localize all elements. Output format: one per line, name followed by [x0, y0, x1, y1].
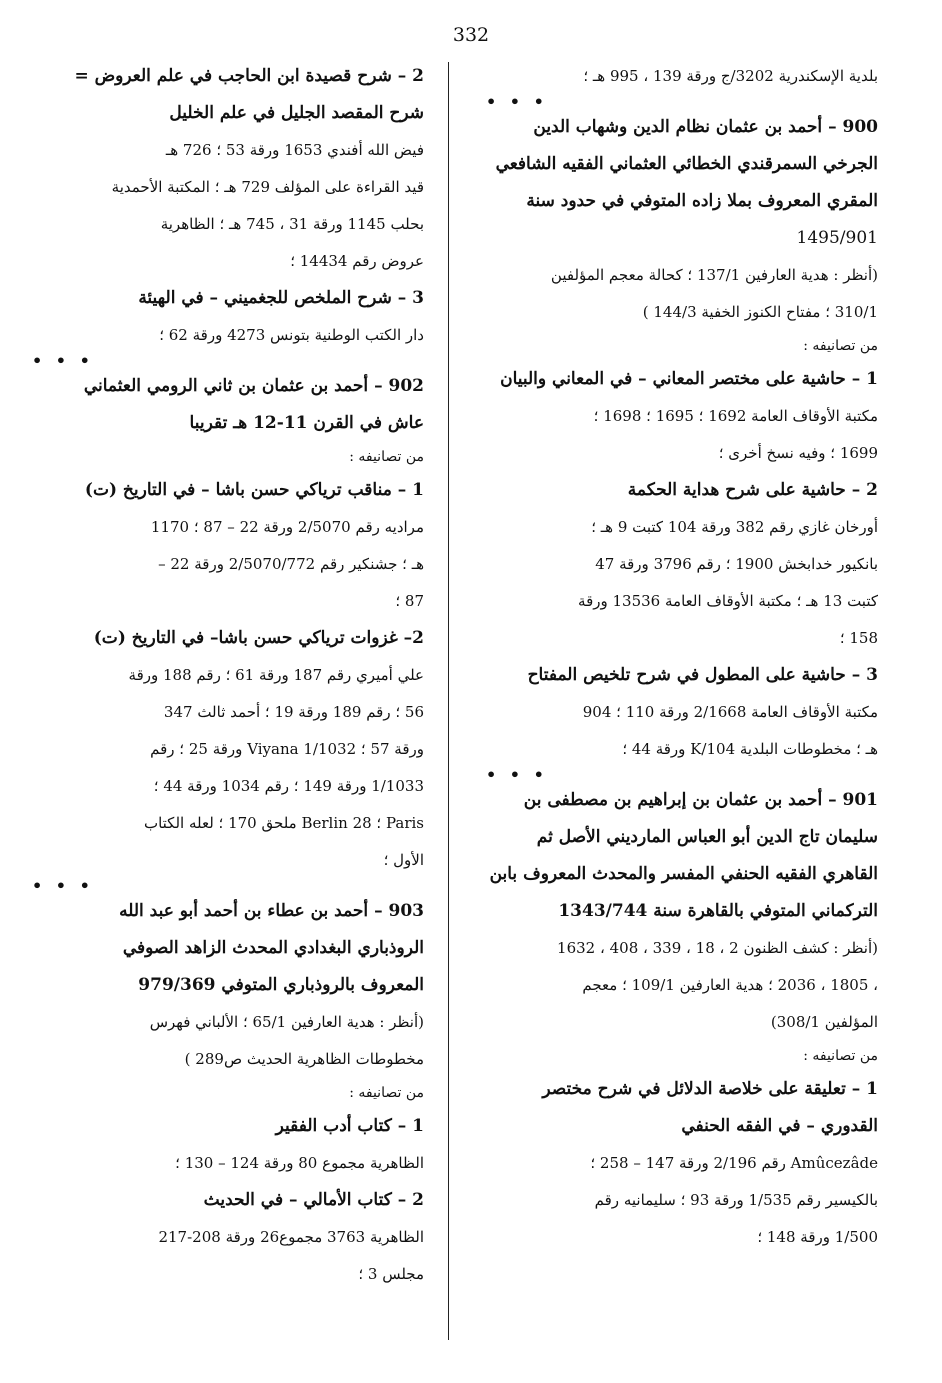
- left-column-text-line: مراديه رقم 2/5070 ورقة 22 – 87 ؛ 1170: [150, 518, 424, 536]
- left-column-heading-line: 3 – شرح الملخص للجغميني – في الهيئة: [138, 288, 424, 308]
- left-column-heading-line: 902 – أحمد بن عثمان بن ثاني الرومي العثماني: [83, 376, 424, 396]
- left-column-text-line: مجلس 3 ؛: [358, 1265, 424, 1283]
- right-column-text-line: بالكيسير رقم 1/535 ورقة 93 ؛ سليمانيه رقم: [594, 1191, 878, 1209]
- page-number: 332: [452, 24, 490, 46]
- left-column-subheading: من تصانيفه :: [349, 449, 424, 465]
- left-column-heading-line: 1 – كتاب أدب الفقير: [275, 1116, 424, 1136]
- right-column-text-line: Amûcezâde رقم 2/196 ورقة 147 – 258 ؛: [590, 1154, 878, 1172]
- left-column-text-line: فيض الله أفندي 1653 ورقة 53 ؛ 726 هـ: [165, 141, 424, 159]
- left-column-heading-line: 903 – أحمد بن عطاء بن أحمد أبو عبد الله: [119, 901, 424, 921]
- column-divider: [448, 62, 449, 1340]
- entry-separator: • • •: [486, 92, 548, 111]
- entry-separator: • • •: [32, 351, 94, 370]
- right-column-text-line: بانكيور خدابخش 1900 ؛ رقم 3796 ورقة 47: [595, 555, 878, 573]
- right-column-text-line: أورخان غازي رقم 382 ورقة 104 كتبت 9 هـ ؛: [591, 518, 878, 536]
- entry-separator: • • •: [32, 876, 94, 895]
- right-column-subheading: من تصانيفه :: [803, 338, 878, 354]
- left-column-text-line: دار الكتب الوطنية بتونس 4273 ورقة 62 ؛: [159, 326, 424, 344]
- right-column-heading-line: 901 – أحمد بن عثمان بن إبراهيم بن مصطفى بن: [523, 790, 878, 810]
- left-column-text-line: مخطوطات الظاهرية الحديث ص289 ): [184, 1050, 424, 1068]
- right-column-heading-line: القاهري الفقيه الحنفي المفسر والمحدث المعروف بابن: [489, 864, 878, 884]
- left-column-text-line: قيد القراءة على المؤلف 729 هـ ؛ المكتبة الأحمدية: [111, 178, 424, 196]
- left-column-text-line: (أنظر : هدية العارفين 65/1 ؛ الألباني فهرس: [149, 1013, 424, 1031]
- left-column-text-line: Paris ؛ Berlin 28 ملحق 170 ؛ لعله الكتاب: [143, 814, 424, 832]
- right-column-text-line: 1495/901: [796, 228, 878, 248]
- right-column-heading-line: 1 – حاشية على مختصر المعاني – في المعاني والبيان: [500, 369, 878, 389]
- right-column-text-line: بلدية الإسكندرية 3202/ج ورقة 139 ، 995 هـ ؛: [583, 67, 878, 85]
- left-column-text-line: 1/1033 ورقة 149 ؛ رقم 1034 ورقة 44 ؛: [153, 777, 424, 795]
- right-column-heading-line: 1 – تعليقة على خلاصة الدلائل في شرح مختصر: [542, 1079, 878, 1099]
- right-column-heading-line: التركماني المتوفي بالقاهرة سنة 1343/744: [558, 901, 878, 921]
- left-column-heading-line: عاش في القرن 11-12 هـ تقريبا: [189, 413, 424, 433]
- right-column-text-line: 158 ؛: [839, 629, 878, 647]
- right-column-heading-line: 900 – أحمد بن عثمان نظام الدين وشهاب الدين: [533, 117, 878, 137]
- right-column-text-line: 1/500 ورقة 148 ؛: [757, 1228, 878, 1246]
- entry-separator: • • •: [486, 765, 548, 784]
- right-column-heading-line: سليمان تاج الدين أبو العباس المارديني الأصل ثم: [536, 827, 878, 847]
- left-column-heading-line: 2 – كتاب الأمالي – في الحديث: [203, 1190, 424, 1210]
- left-column-text-line: بحلب 1145 ورقة 31 ، 745 هـ ؛ الظاهرية: [160, 215, 424, 233]
- right-column: [486, 58, 878, 1256]
- left-column-text-line: علي أميري رقم 187 ورقة 61 ؛ رقم 188 ورقة: [128, 666, 424, 684]
- left-column-text-line: عروض رقم 14434 ؛: [290, 252, 424, 270]
- left-column-text-line: هـ ؛ جشنكير رقم 2/5070/772 ورقة 22 –: [158, 555, 424, 573]
- left-column-heading-line: الروذباري البغدادي المحدث الزاهد الصوفي: [122, 938, 424, 958]
- right-column-heading-line: القدوري – في الفقه الحنفي: [681, 1116, 878, 1136]
- right-column-text-line: هـ ؛ مخطوطات البلدية 104/K ورقة 44 ؛: [622, 740, 878, 758]
- right-column-text-line: المؤلفين 308/1): [770, 1013, 878, 1031]
- right-column-text-line: 310/1 ؛ مفتاح الكنوز الخفية 144/3 ): [642, 303, 878, 321]
- right-column-heading-line: 3 – حاشية على المطول في شرح تلخيص المفتاح: [527, 665, 878, 685]
- left-column-heading-line: 2– غزوات ترياكي حسن باشا– في التاريخ (ت): [93, 628, 424, 648]
- left-column-text-line: الأول ؛: [383, 851, 424, 869]
- left-column-text-line: الظاهرية 3763 مجموع26 ورقة 208-217: [158, 1228, 424, 1246]
- right-column-text-line: مكتبة الأوقاف العامة 2/1668 ورقة 110 ؛ 904: [582, 703, 878, 721]
- right-column-text-line: ، 1805 ، 2036 ؛ هدية العارفين 109/1 ؛ معجم: [582, 976, 878, 994]
- left-column-heading-line: المعروف بالروذباري المتوفي 979/369: [138, 975, 424, 995]
- left-column-text-line: 87 ؛: [395, 592, 424, 610]
- right-column-text-line: 1699 ؛ وفيه نسخ أخرى ؛: [718, 444, 878, 462]
- right-column-text-line: مكتبة الأوقاف العامة 1692 ؛ 1695 ؛ 1698 ؛: [593, 407, 878, 425]
- right-column-text-line: (أنظر : هدية العارفين 137/1 ؛ كحالة معجم المؤلفين: [550, 266, 878, 284]
- right-column-text-line: كتبت 13 هـ ؛ مكتبة الأوقاف العامة 13536 ورقة: [578, 592, 878, 610]
- left-column-text-line: ورقة 57 ؛ Viyana 1/1032 ورقة 25 ؛ رقم: [150, 740, 424, 758]
- left-column: [32, 58, 424, 1293]
- left-column-heading-line: شرح المقصد الجليل في علم الخليل: [169, 103, 424, 123]
- left-column-heading-line: 2 – شرح قصيدة ابن الحاجب في علم العروض =: [74, 66, 424, 86]
- left-column-text-line: 56 ؛ رقم 189 ورقة 19 ؛ أحمد ثالث 347: [163, 703, 424, 721]
- right-column-heading-line: المقري المعروف بملا زاده المتوفي في حدود سنة: [526, 191, 878, 211]
- left-column-subheading: من تصانيفه :: [349, 1085, 424, 1101]
- right-column-heading-line: الجرخي السمرقندي الخطائي العثماني الفقيه الشافعي: [495, 154, 878, 174]
- right-column-subheading: من تصانيفه :: [803, 1048, 878, 1064]
- right-column-heading-line: 2 – حاشية على شرح هداية الحكمة: [627, 480, 878, 500]
- left-column-heading-line: 1 – مناقب ترياكي حسن باشا – في التاريخ (ت): [84, 480, 424, 500]
- left-column-text-line: الظاهرية مجموع 80 ورقة 124 – 130 ؛: [175, 1154, 424, 1172]
- right-column-text-line: (أنظر : كشف الظنون 2 ، 18 ، 339 ، 408 ، 1632: [557, 939, 878, 957]
